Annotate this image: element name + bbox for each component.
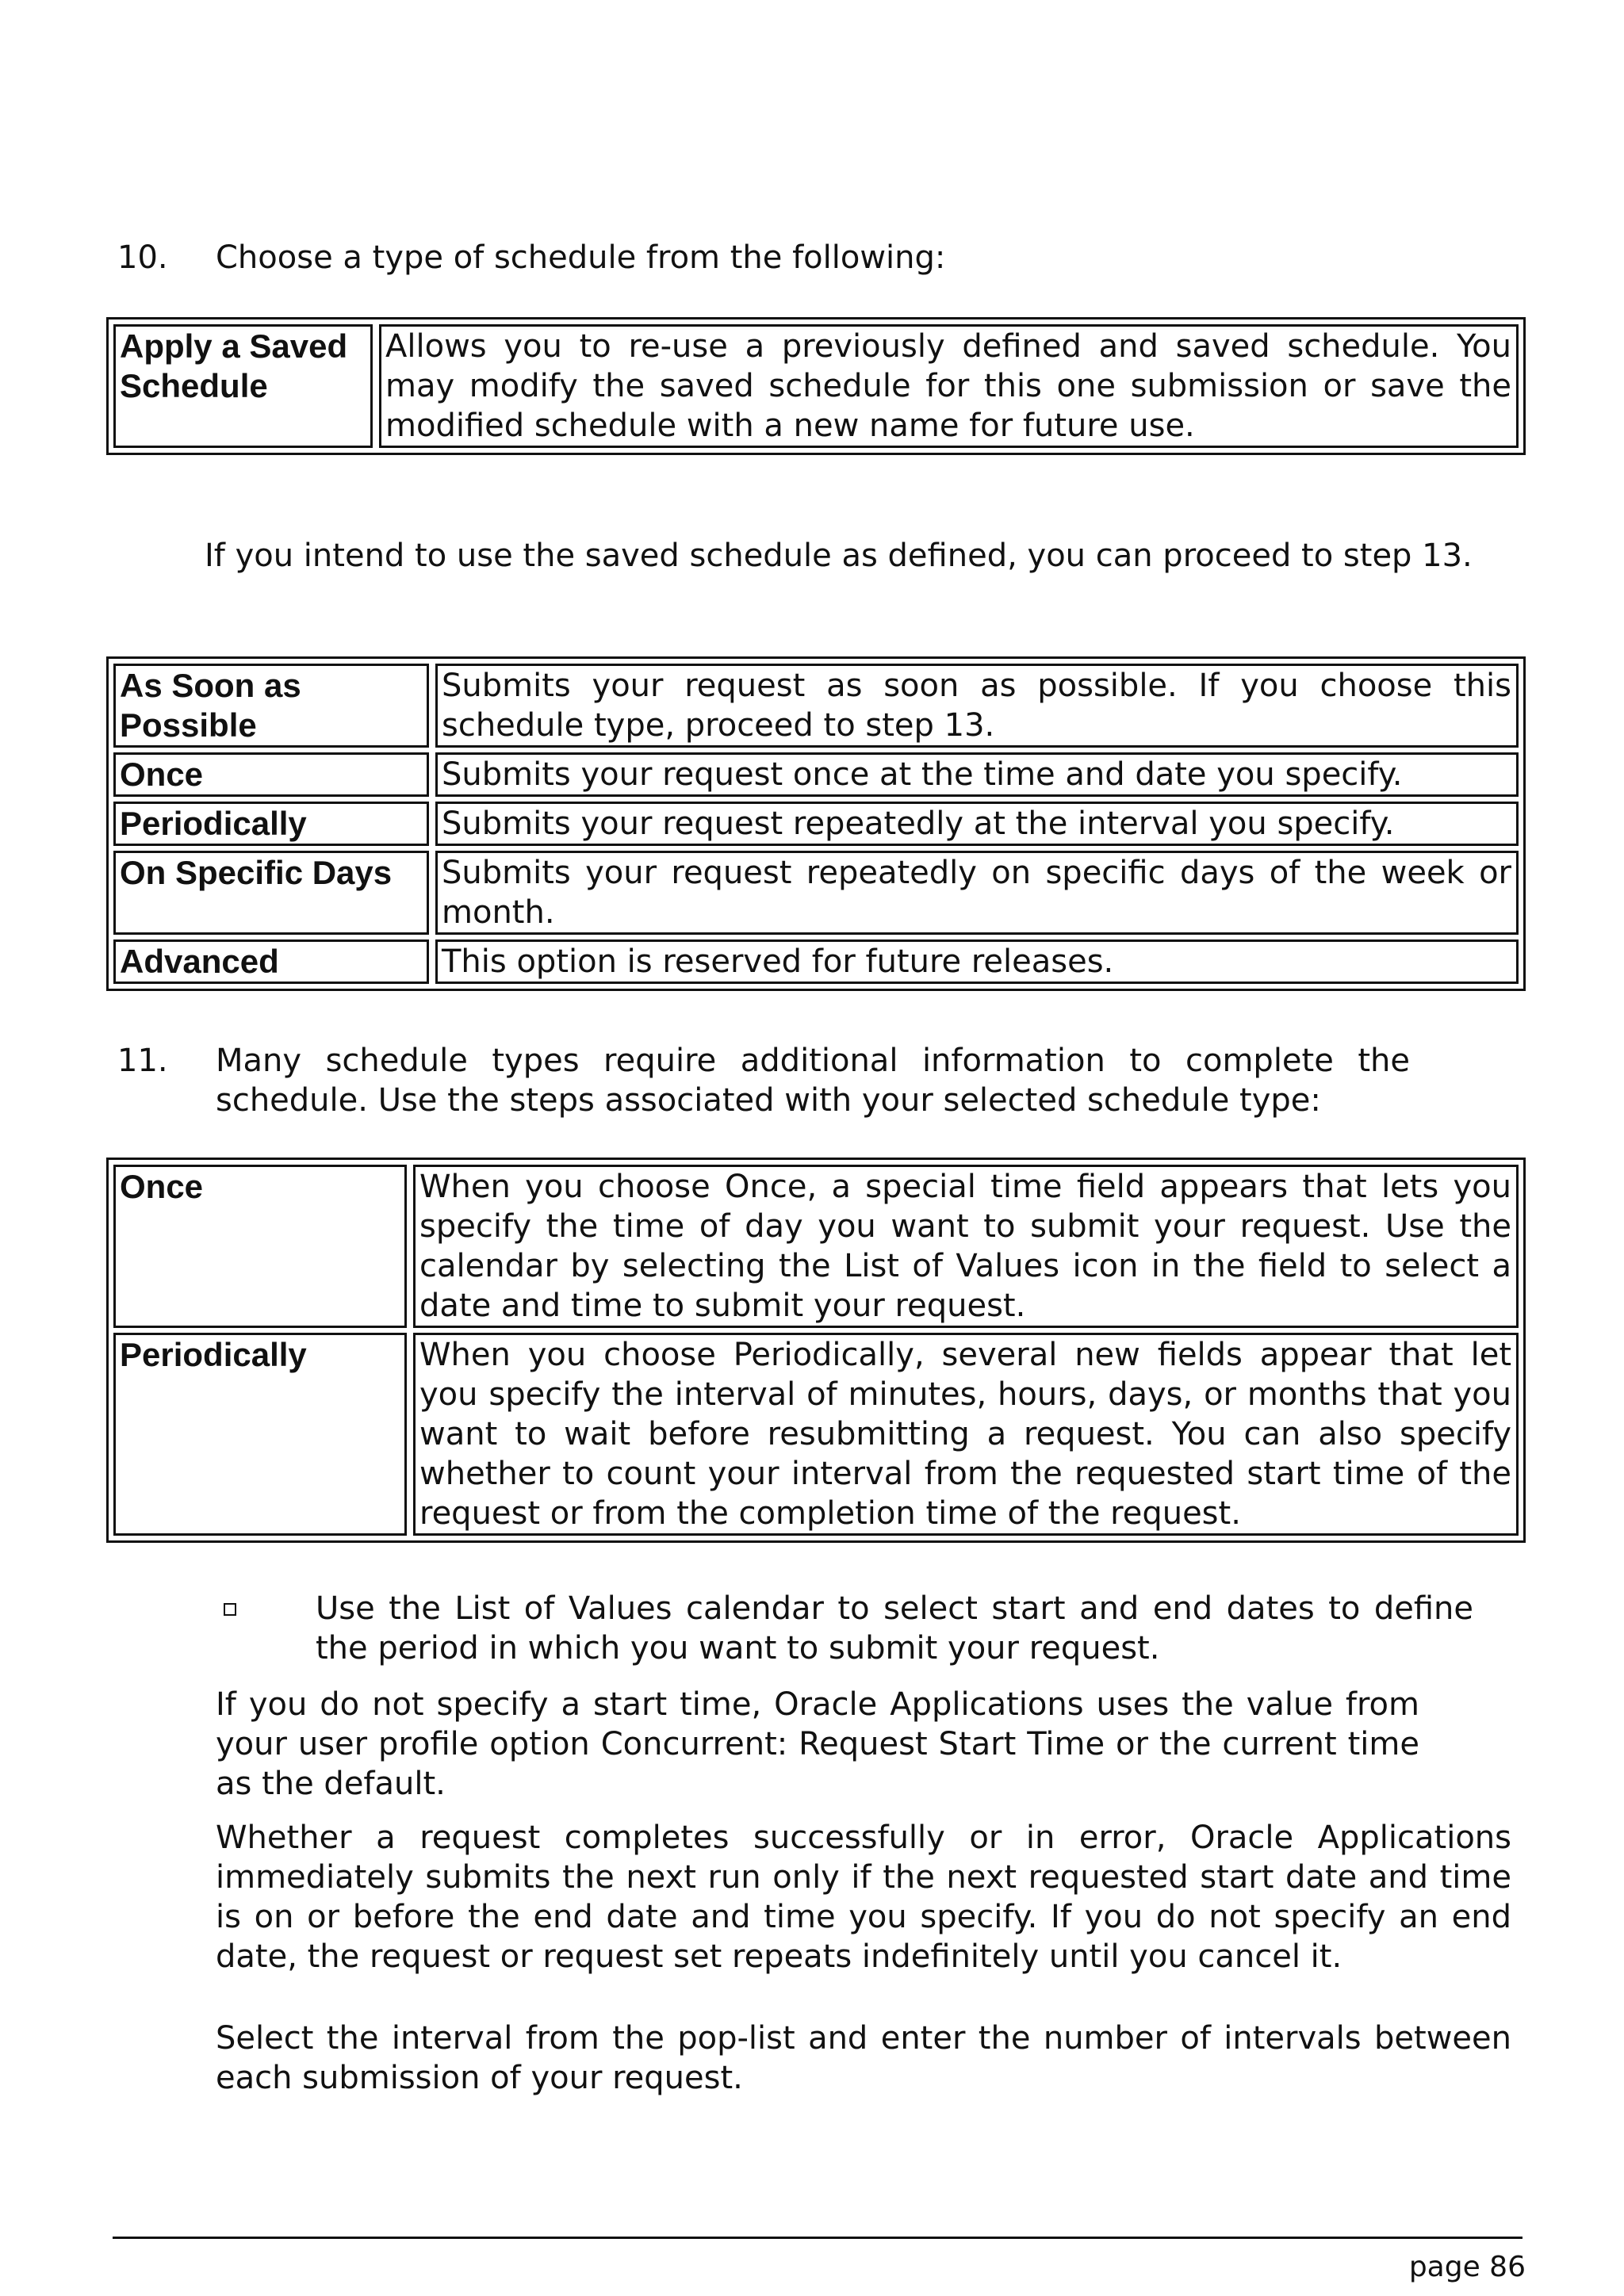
description-cell: Submits your request as soon as possible. If you choose this schedule type, proceed to step 13. <box>435 664 1519 748</box>
description-cell: When you choose Once, a special time field appears that lets you specify the time of day you want to submit your request. Use the calendar by selecting the List of Values icon in the field to select a date and time to submit your request. <box>413 1165 1519 1328</box>
schedule-details-table <box>106 1158 1526 1543</box>
table-row <box>113 752 1519 797</box>
term-cell: On Specific Days <box>113 851 429 935</box>
interval-paragraph: Select the interval from the pop-list and enter the number of intervals between each submission of your request. <box>216 2020 1511 2096</box>
table-row <box>113 1165 1519 1328</box>
step-text: Choose a type of schedule from the following: <box>216 239 946 276</box>
table-row <box>113 324 1519 448</box>
step-text: Many schedule types require additional information to complete the schedule. Use the steps associated with your selected schedule type: <box>216 1043 1410 1119</box>
term-cell: Periodically <box>113 802 429 846</box>
term-cell: Once <box>113 752 429 797</box>
term-cell: Once <box>113 1165 407 1328</box>
saved-schedule-table <box>106 317 1526 455</box>
schedule-types-table <box>106 656 1526 991</box>
description-cell: Submits your request repeatedly on specific days of the week or month. <box>435 851 1519 935</box>
start-time-paragraph: If you do not specify a start time, Oracle Applications uses the value from your user profile option Concurrent: Request Start Time or the current time as the default. <box>216 1686 1419 1802</box>
table-row <box>113 664 1519 748</box>
description-cell: Allows you to re-use a previously defined and saved schedule. You may modify the saved schedule for this one submission or save the modified schedule with a new name for future use. <box>379 324 1519 448</box>
table-row <box>113 1333 1519 1536</box>
table-row <box>113 802 1519 846</box>
footer-rule <box>113 2237 1522 2239</box>
table-row <box>113 939 1519 984</box>
bullet-text: Use the List of Values calendar to select start and end dates to define the period in which you want to submit your request. <box>316 1590 1473 1667</box>
bullet-square-icon <box>224 1603 236 1616</box>
term-cell: Advanced <box>113 939 429 984</box>
page-number: page 86 <box>1408 2251 1526 2283</box>
term-cell: Periodically <box>113 1333 407 1536</box>
step-number: 10. <box>117 239 168 276</box>
step-number: 11. <box>117 1043 168 1079</box>
table-row <box>113 851 1519 935</box>
description-cell: Submits your request repeatedly at the interval you specify. <box>435 802 1519 846</box>
term-cell: Apply a Saved Schedule <box>113 324 373 448</box>
description-cell: When you choose Periodically, several new fields appear that let you specify the interval of minutes, hours, days, or months that you want to wait before resubmitting a request. You can also specify whether to count your interval from the requested start time of the request or from the completion time of the request. <box>413 1333 1519 1536</box>
end-date-paragraph: Whether a request completes successfully or in error, Oracle Applications immediately submits the next run only if the next requested start date and time is on or before the end date and time you specify. If you do not specify an end date, the request or request set repeats indefinitely until you cancel it. <box>216 1820 1511 1975</box>
saved-schedule-note: If you intend to use the saved schedule as defined, you can proceed to step 13. <box>205 538 1473 574</box>
description-cell: This option is reserved for future releases. <box>435 939 1519 984</box>
description-cell: Submits your request once at the time and date you specify. <box>435 752 1519 797</box>
term-cell: As Soon as Possible <box>113 664 429 748</box>
